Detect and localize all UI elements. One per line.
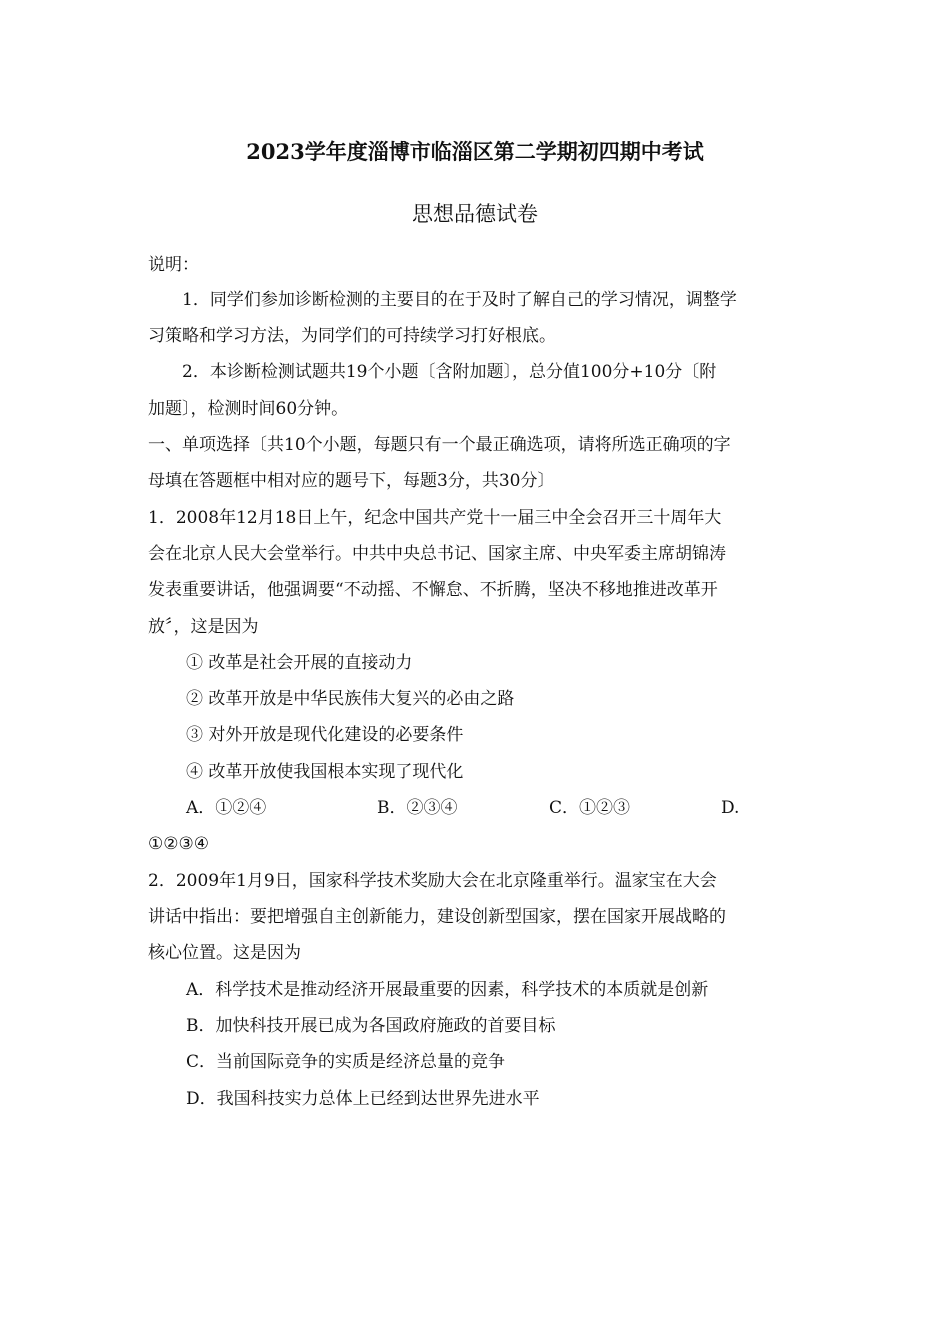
question-1-option-d-cont: ①②③④ <box>148 834 209 854</box>
question-1-option-c: C．①②③ <box>549 798 631 818</box>
question-1-stem-cont: 会在北京人民大会堂举行。中共中央总书记、国家主席、中央军委主席胡锦涛 <box>148 544 726 564</box>
exam-title: 2023学年度淄博市临淄区第二学期初四期中考试 <box>246 139 704 164</box>
question-1-statement: ① 改革是社会开展的直接动力 <box>186 653 413 673</box>
question-1-option-d: D. <box>721 798 740 818</box>
instructions-label: 说明： <box>148 255 199 275</box>
instruction-item-1-cont: 习策略和学习方法，为同学们的可持续学习打好根底。 <box>148 326 556 346</box>
question-2-stem: 2．2009年1月9日，国家科学技术奖励大会在北京隆重举行。温家宝在大会 <box>148 871 717 891</box>
instruction-item-2-cont: 加题〕，检测时间60分钟。 <box>148 399 349 419</box>
section-heading-cont: 母填在答题框中相对应的题号下，每题3分，共30分〕 <box>148 471 555 491</box>
question-2-option-c: C．当前国际竞争的实质是经济总量的竞争 <box>186 1052 506 1072</box>
question-2-option-a: A．科学技术是推动经济开展最重要的因素，科学技术的本质就是创新 <box>186 980 709 1000</box>
question-1-stem-cont: 发表重要讲话，他强调要“不动摇、不懈怠、不折腾，坚决不移地推进改革开 <box>148 580 718 600</box>
question-1-statement: ② 改革开放是中华民族伟大复兴的必由之路 <box>186 689 515 709</box>
question-2-stem-cont: 讲话中指出：要把增强自主创新能力，建设创新型国家，摆在国家开展战略的 <box>148 907 726 927</box>
question-2-stem-cont: 核心位置。这是因为 <box>148 943 301 963</box>
question-1-stem: 1．2008年12月18日上午，纪念中国共产党十一届三中全会召开三十周年大 <box>148 508 722 528</box>
question-1-option-b: B．②③④ <box>377 798 458 818</box>
question-1-statement: ④ 改革开放使我国根本实现了现代化 <box>186 762 464 782</box>
question-1-option-a: A．①②④ <box>186 798 267 818</box>
question-1-stem-cont: 放〞，这是因为 <box>148 617 259 637</box>
instruction-item-1: 1．同学们参加诊断检测的主要目的在于及时了解自己的学习情况，调整学 <box>182 290 737 310</box>
question-2-option-d: D．我国科技实力总体上已经到达世界先进水平 <box>186 1089 540 1109</box>
exam-subtitle: 思想品德试卷 <box>412 202 538 226</box>
section-heading: 一、单项选择〔共10个小题，每题只有一个最正确选项，请将所选正确项的字 <box>148 435 731 455</box>
instruction-item-2: 2．本诊断检测试题共19个小题〔含附加题〕，总分值100分+10分〔附 <box>182 362 717 382</box>
question-2-option-b: B．加快科技开展已成为各国政府施政的首要目标 <box>186 1016 556 1036</box>
question-1-statement: ③ 对外开放是现代化建设的必要条件 <box>186 725 464 745</box>
